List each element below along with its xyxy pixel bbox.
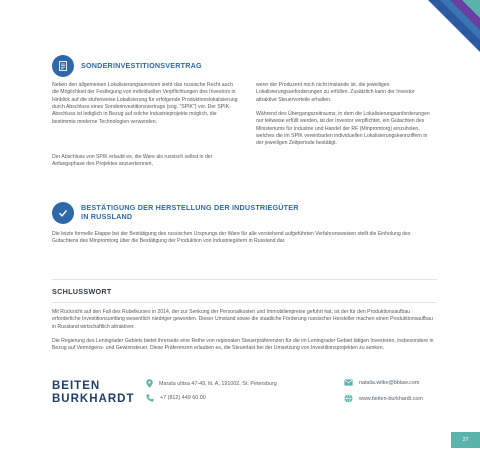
contract-document-icon (52, 55, 74, 77)
section2-paragraph: Die letzte formelle Etappe bei der Bestätigung des russischen Ursprungs der Ware für alle vorstehend aufgeführten Verfahrensweisen stellt die Einholung des Gutachtens des Minpromtorg über die Bestätigung der Produktion von Industriegütern in Russland dar. (52, 231, 411, 245)
divider (52, 302, 437, 303)
section-sonderinvestitionsvertrag-header (52, 55, 202, 77)
address-text: Marata ulitsa 47-49, lit. A, 191002, St. Petersburg (159, 380, 277, 387)
section3-paragraph-1: Mit Rücksicht auf den Fall des Rubelkurses in 2014, der zur Senkung der Personalkosten und Immobilienpreise geführt hat, ist der für den Produktionsaufbau erforderliche Investitionsumfang wesentlich niedriger geworden. Dieser Umstand sowie die staatliche Förderung russischer Hersteller machen einen Produktionsaufbau in Russland wirtschaftlich attraktiver. (52, 309, 433, 330)
section-title: SONDERINVESTITIONSVERTRAG (81, 60, 202, 70)
footer-email (344, 379, 419, 386)
globe-icon (344, 394, 353, 403)
section1-right-paragraph-1: wenn der Produzent noch nicht imstande ist, die jeweiligen Lokalisierungsanforderungen zu erfüllen. Zusätzlich kann der Investor attraktive Steuervorteile erhalten. (256, 82, 415, 103)
email-link[interactable]: natalia.wilke@bblaw.com (359, 379, 420, 386)
beiten-burkhardt-logo (52, 380, 134, 405)
section3-paragraph-2: Die Regierung des Leningrader Gebiets bietet ihrerseits eine Reihe von regionalen Steuerpräferenzen für die im Leningrader Gebiet tätigen Investoren, insbesondere in Bezug auf Vermögens- und Gewinnsteuer. Diese Präferenzen erlauben es, die Steuerlast bei der Umsetzung von Investitionsprojekten zu senken. (52, 338, 434, 352)
corner-decoration (410, 0, 480, 70)
section-title-line1: BESTÄTIGUNG DER HERSTELLUNG DER INDUSTRIEGÜTER (81, 203, 299, 213)
divider (52, 279, 437, 280)
section1-left-paragraph-2: Der Abschluss von SPIK erlaubt es, die Ware als russisch selbst in der Anfangsphase des Projektes anzuerkennen, (52, 154, 213, 168)
location-pin-icon (146, 379, 153, 388)
section1-right-paragraph-2: Während des Übergangszeitraums, in dem die Lokalisierungsanforderungen nur teilweise erfüllt werden, ist der Investor verpflichtet, ein Gutachten des Ministeriums für Industrie und Handel der RF (Minpromtorg) einzuholen, welches die im SPIK vereinbarten individuellen Lokalisierungskennziffern in der jeweiligen Zeitperiode bestätigt. (256, 111, 430, 147)
section1-left-paragraph-1: Neben den allgemeinen Lokalisierungsanreizen sieht das russische Recht auch die Möglichkeit der Festlegung von individuellen Verpflichtungen des Investors in Hinblick auf die stufenweise Lokalisierung für erfolgende Produktionslokalisierung durch Abschluss eines Sonderinvestitionsvertrags (sog. "SPIK") vor. Der SPIK-Abschluss ist lediglich in Bezug auf solche Industrieprojekte möglich, die bestimmte moderne Technologien verwenden. (52, 82, 238, 125)
website-link[interactable]: www.beiten-burkhardt.com (359, 395, 423, 402)
logo-line1: BEITEN (52, 380, 101, 392)
phone-text[interactable]: +7 (812) 449 60 00 (160, 395, 206, 401)
footer-address (146, 379, 277, 388)
footer-website (344, 394, 423, 403)
email-icon (344, 379, 353, 386)
phone-icon (146, 394, 154, 402)
page-number: 27 (451, 432, 480, 448)
schlusswort-title: SCHLUSSWORT (52, 287, 112, 296)
section-title (81, 204, 299, 221)
footer-phone (146, 394, 206, 402)
section-bestaetigung-header (52, 202, 299, 224)
section-title-line2: IN RUSSLAND (81, 212, 133, 221)
logo-line2: BURKHARDT (52, 392, 135, 405)
checkmark-icon (52, 202, 74, 224)
